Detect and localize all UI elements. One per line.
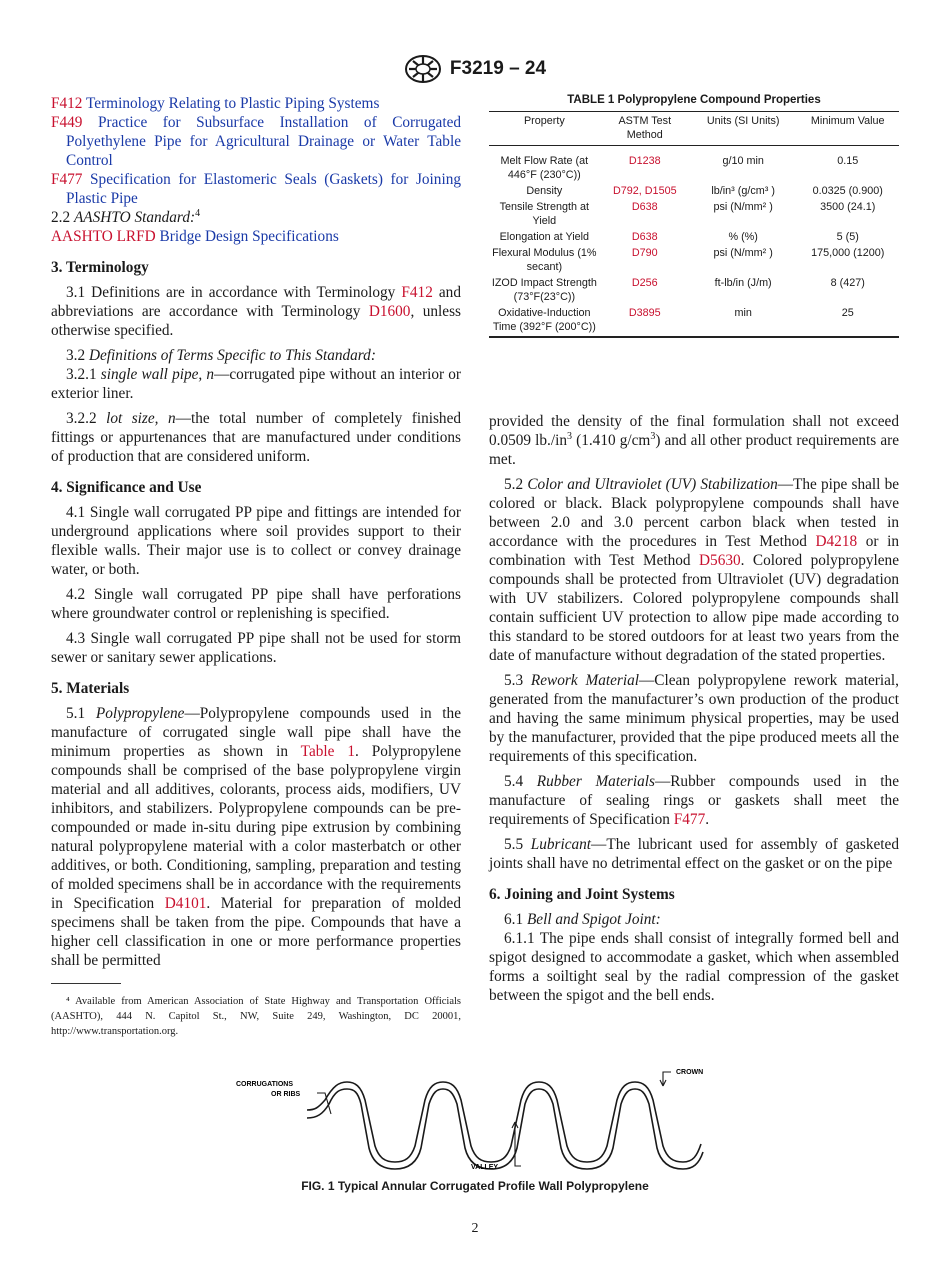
aashto-heading-number: 2.2 bbox=[51, 209, 71, 226]
table-row bbox=[489, 146, 899, 184]
column-header: Minimum Value bbox=[796, 112, 899, 146]
left-column bbox=[51, 94, 461, 970]
text-run: provided the density of the final formulation shall not exceed 0.0509 lb./in bbox=[489, 413, 899, 449]
text-run: (1.410 g/cm bbox=[572, 432, 651, 449]
text-run: . Colored polypropylene compounds shall be protected from Ultraviolet (UV) degradation with UV stabilizers. Colored polypropylene compounds shall contain sufficient UV protection to allow pipe made according to this standard to be stored outdoors for at least two years from the date of manufacture without degradation of the stated properties. bbox=[489, 552, 899, 664]
section-heading-joining: 6. Joining and Joint Systems bbox=[489, 886, 675, 903]
method-link[interactable]: D1238 bbox=[628, 155, 661, 167]
property-cell: Tensile Strength at Yield bbox=[499, 201, 590, 227]
method-link[interactable]: D790 bbox=[631, 247, 658, 259]
astm-logo-icon bbox=[404, 54, 442, 84]
reference-f412 bbox=[51, 94, 461, 113]
text-run: —Polypropylene compounds used in the manufacture of corrugated single wall pipe shall have the minimum properties as shown in bbox=[51, 705, 461, 760]
column-header: ASTM Test Method bbox=[600, 112, 690, 146]
clause-title: Lubricant bbox=[530, 836, 592, 853]
defined-term: lot size, n bbox=[106, 410, 176, 427]
table-row bbox=[489, 305, 899, 337]
method-link[interactable]: D638 bbox=[631, 231, 658, 243]
footnote-divider bbox=[51, 983, 121, 984]
text-run: and abbreviations are accordance with Terminology bbox=[51, 284, 461, 320]
value-cell: 5 (5) bbox=[836, 231, 859, 243]
section-heading-terminology: 3. Terminology bbox=[51, 259, 149, 276]
reference-f449 bbox=[51, 113, 461, 170]
clause-title: Rework Material bbox=[530, 672, 639, 689]
text-run: 3.1 Definitions are in accordance with Terminology bbox=[66, 284, 402, 301]
value-cell: 8 (427) bbox=[830, 277, 865, 289]
table-title: TABLE 1 Polypropylene Compound Properties bbox=[567, 94, 821, 106]
right-column bbox=[489, 412, 899, 1005]
property-cell: Melt Flow Rate (at 446°F (230°C)) bbox=[500, 155, 589, 181]
clause-title: Color and Ultraviolet (UV) Stabilization bbox=[527, 476, 778, 493]
property-cell: Density bbox=[526, 185, 563, 197]
table-row bbox=[489, 229, 899, 245]
value-cell: 0.15 bbox=[837, 155, 859, 167]
paragraph-3-1 bbox=[51, 283, 461, 340]
figure-label-ribs: OR RIBS bbox=[271, 1091, 301, 1098]
reference-link-d4218[interactable]: D4218 bbox=[815, 533, 858, 550]
reference-aashto-lrfd bbox=[51, 227, 461, 246]
clause-title: Rubber Materials bbox=[536, 773, 655, 790]
table-1-link[interactable]: Table 1 bbox=[300, 743, 356, 760]
reference-code-link[interactable]: F449 bbox=[51, 114, 83, 131]
units-cell: g/10 min bbox=[722, 155, 764, 167]
footnote-4: ⁴ Available from American Association of State Highway and Transportation Officials (AASHTO), 444 N. Capitol St., NW, Suite 249, Washington, DC 20001, http://www.transportation.org. bbox=[51, 996, 461, 1037]
paragraph-5-3 bbox=[489, 671, 899, 766]
paragraph-3-2 bbox=[51, 346, 461, 365]
text-run: —The pipe shall be colored or black. Black polypropylene compounds shall have between 2.0 and 3.0 percent carbon black when tested in accordance with the procedures in Test Method bbox=[489, 476, 900, 550]
paragraph-4-1: 4.1 Single wall corrugated PP pipe and fittings are intended for underground applications where soil provides support to their flexible walls. Their major use is to collect or convey drainage water, or both. bbox=[51, 504, 461, 578]
text-run: . Polypropylene compounds shall be comprised of the base polypropylene virgin material and all additives, colorants, process aids, modifiers, UV inhibitors, and stabilizers. Polypropylene compounds can be pre-compounded or made in-situ during pipe extrusion by combining natural polypropylene material with a color masterbatch or other additives, or both. Conditioning, sampling, preparation and testing of molded specimens shall be in accordance with the requirements in Specification bbox=[51, 743, 461, 912]
paragraph-4-2: 4.2 Single wall corrugated PP pipe shall have perforations where groundwater control or replenishing is specified. bbox=[51, 586, 461, 622]
reference-link-d4101[interactable]: D4101 bbox=[164, 895, 207, 912]
reference-title[interactable]: Practice for Subsurface Installation of Corrugated Polyethylene Pipe for Agricultural Drainage or Water Table Control bbox=[66, 114, 462, 169]
column-header: Property bbox=[489, 112, 600, 146]
aashto-heading-text: AASHTO Standard: bbox=[73, 209, 196, 226]
paragraph-3-2-1 bbox=[51, 365, 461, 403]
paragraph-5-2 bbox=[489, 475, 899, 665]
table-row bbox=[489, 199, 899, 229]
clause-number: 3.2.1 bbox=[66, 366, 101, 383]
clause-number: 6.1 bbox=[504, 911, 527, 928]
reference-code-link[interactable]: F412 bbox=[51, 95, 83, 112]
reference-link-f412[interactable]: F412 bbox=[401, 284, 433, 301]
table-1 bbox=[489, 94, 899, 338]
reference-link-d5630[interactable]: D5630 bbox=[699, 552, 741, 569]
clause-number: 3.2 bbox=[66, 347, 89, 364]
method-link[interactable]: D638 bbox=[631, 201, 658, 213]
reference-code-link[interactable]: AASHTO LRFD bbox=[51, 228, 156, 245]
paragraph-4-3: 4.3 Single wall corrugated PP pipe shall not be used for storm sewer or sanitary sewer applications. bbox=[51, 630, 461, 666]
text-run: , unless otherwise specified. bbox=[51, 303, 461, 339]
superscript: 3 bbox=[650, 430, 656, 442]
paragraph-3-2-2 bbox=[51, 409, 461, 466]
text-run: —Rubber compounds used in the manufacture of sealing rings or gaskets shall meet the requirements of Specification bbox=[489, 773, 899, 828]
clause-title: Bell and Spigot Joint: bbox=[526, 911, 661, 928]
clause-number: 5.1 bbox=[66, 705, 96, 722]
text-run: . Material for preparation of molded specimens shall be taken from the pipe. Compounds that have a higher cell classification in one or more performance properties shall be permitted bbox=[51, 895, 461, 969]
table-row bbox=[489, 183, 899, 199]
value-cell: 175,000 (1200) bbox=[811, 247, 885, 259]
text-run: —Clean polypropylene rework material, generated from the manufacturer’s own production of the product and having the same minimum physical properties, may be used by the manufacturer, provided that the pipe produced meets all the requirements of this specification. bbox=[489, 672, 899, 765]
method-link[interactable]: D3895 bbox=[600, 305, 690, 337]
figure-label-crown: CROWN bbox=[676, 1069, 704, 1076]
text-run: —The lubricant used for assembly of gasketed joints shall have no detrimental effect on the gasket or on the pipe bbox=[489, 836, 899, 872]
reference-title[interactable]: Bridge Design Specifications bbox=[159, 228, 339, 245]
units-cell: min bbox=[690, 305, 797, 337]
reference-link-d1600[interactable]: D1600 bbox=[368, 303, 411, 320]
units-cell: ft-lb/in (J/m) bbox=[714, 277, 772, 289]
definition-text: —corrugated pipe without an interior or exterior liner. bbox=[51, 366, 462, 402]
section-heading-significance: 4. Significance and Use bbox=[51, 479, 202, 496]
paragraph-5-4 bbox=[489, 772, 899, 829]
figure-label-valley: VALLEY bbox=[471, 1164, 499, 1171]
clause-number: 5.3 bbox=[504, 672, 531, 689]
clause-title: Definitions of Terms Specific to This Standard: bbox=[88, 347, 376, 364]
paragraph-5-1 bbox=[51, 704, 461, 970]
reference-f477 bbox=[51, 170, 461, 208]
text-run: or in combination with Test Method bbox=[489, 533, 899, 569]
method-link[interactable]: D256 bbox=[631, 277, 658, 289]
clause-title: Polypropylene bbox=[95, 705, 185, 722]
figure-caption: FIG. 1 Typical Annular Corrugated Profile Wall Polypropylene bbox=[301, 1179, 649, 1193]
text-run: ) and all other product requirements are met. bbox=[489, 432, 899, 468]
value-cell: 0.0325 (0.900) bbox=[812, 185, 883, 197]
units-cell: psi (N/mm² ) bbox=[713, 201, 773, 213]
units-cell: psi (N/mm² ) bbox=[713, 247, 773, 259]
value-cell: 25 bbox=[796, 305, 899, 337]
corrugated-wall-drawing bbox=[307, 1082, 703, 1169]
table-row bbox=[489, 275, 899, 305]
property-cell: Elongation at Yield bbox=[499, 231, 590, 243]
defined-term: single wall pipe, n bbox=[100, 366, 215, 383]
corrugated-profile-figure bbox=[235, 1060, 715, 1190]
units-cell: % (%) bbox=[728, 231, 758, 243]
clause-number: 3.2.2 bbox=[66, 410, 107, 427]
property-cell: Flexural Modulus (1% secant) bbox=[492, 247, 597, 273]
paragraph-6-1 bbox=[489, 910, 899, 929]
table-header-row bbox=[489, 112, 899, 146]
clause-number: 5.5 bbox=[504, 836, 531, 853]
clause-number: 5.4 bbox=[504, 773, 537, 790]
paragraph-5-1-continued bbox=[489, 412, 899, 469]
value-cell: 3500 (24.1) bbox=[820, 201, 876, 213]
superscript: 3 bbox=[567, 430, 573, 442]
paragraph-5-5 bbox=[489, 835, 899, 873]
reference-link-f477[interactable]: F477 bbox=[673, 811, 706, 828]
paragraph-6-1-1: 6.1.1 The pipe ends shall consist of integrally formed bell and spigot designed to accommodate a gasket, which when assembled forms a soiltight seal by the radial compression of the gasket between the spigot and the bell ends. bbox=[489, 930, 899, 1004]
property-cell: IZOD Impact Strength (73°F(23°C)) bbox=[491, 277, 597, 303]
page-header bbox=[0, 54, 950, 84]
figure-label-corrugations: CORRUGATIONS bbox=[236, 1081, 294, 1088]
text-run: . bbox=[705, 811, 710, 828]
reference-code-link[interactable]: F477 bbox=[51, 171, 83, 188]
page-number: 2 bbox=[471, 1221, 479, 1236]
table-row bbox=[489, 245, 899, 275]
reference-title[interactable]: Specification for Elastomeric Seals (Gaskets) for Joining Plastic Pipe bbox=[66, 171, 461, 207]
method-link[interactable]: D792, D1505 bbox=[612, 185, 677, 197]
aashto-heading bbox=[51, 208, 461, 227]
standard-designation: F3219 – 24 bbox=[449, 58, 547, 79]
units-cell: lb/in³ (g/cm³ ) bbox=[711, 185, 775, 197]
property-cell: Oxidative-Induction Time (392°F (200°C)) bbox=[489, 305, 600, 337]
properties-table bbox=[489, 111, 899, 338]
reference-title[interactable]: Terminology Relating to Plastic Piping Systems bbox=[86, 95, 380, 112]
column-header: Units (SI Units) bbox=[690, 112, 797, 146]
definition-text: —the total number of completely finished fittings or appurtenances that are manufactured under conditions of production that are considered uniform. bbox=[51, 410, 462, 465]
section-heading-materials: 5. Materials bbox=[51, 680, 130, 697]
footnote-mark[interactable]: 4 bbox=[195, 207, 201, 219]
clause-number: 5.2 bbox=[504, 476, 528, 493]
